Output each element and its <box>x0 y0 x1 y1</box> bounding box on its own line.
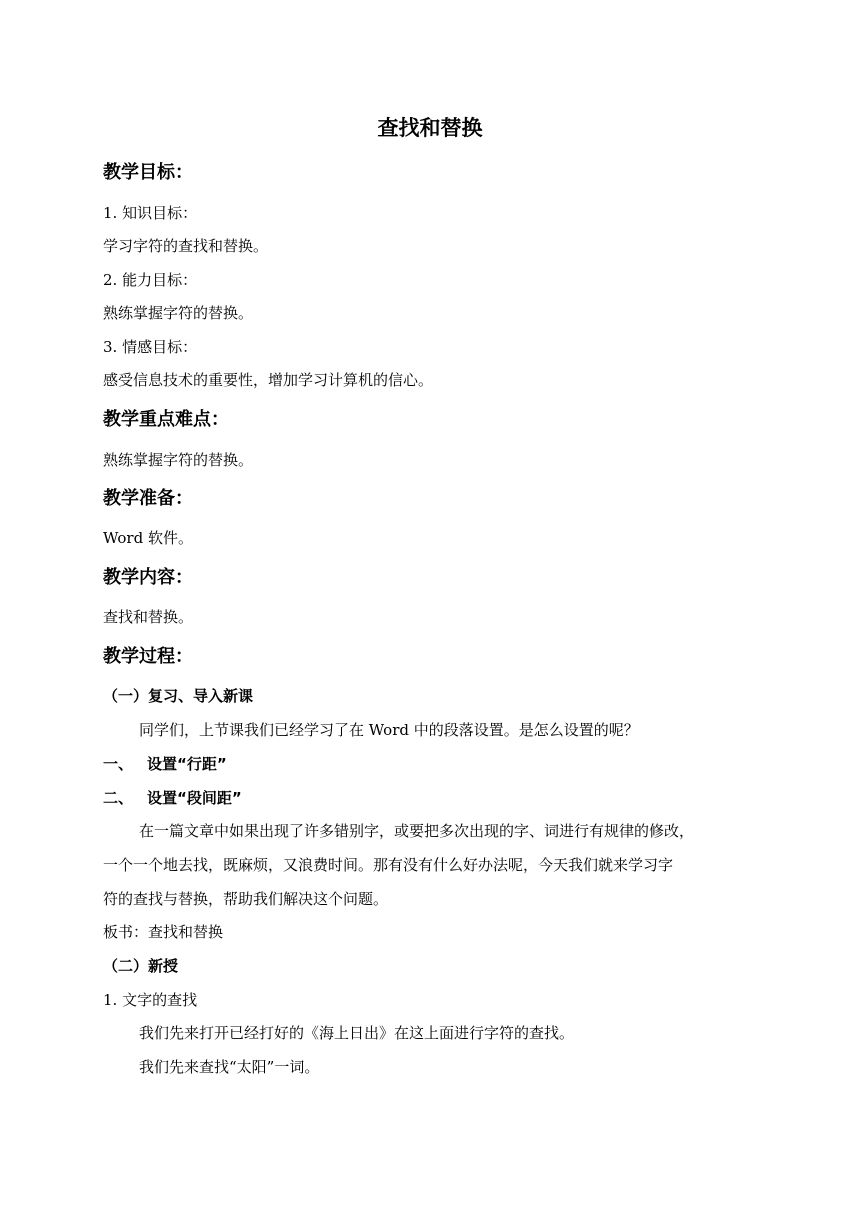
objective-1-label: 1. 知识目标： <box>103 204 198 222</box>
process-item-1-number: 一、 <box>103 755 134 773</box>
preparation-heading: 教学准备： <box>103 488 193 509</box>
objective-1-text: 学习字符的查找和替换。 <box>103 237 269 255</box>
preparation-text: Word 软件。 <box>103 529 193 547</box>
board-text: 板书：查找和替换 <box>103 923 224 941</box>
objective-3-text: 感受信息技术的重要性，增加学习计算机的信心。 <box>103 371 434 389</box>
process-item-2-text: 设置“段间距” <box>147 789 242 807</box>
process-item-2 <box>103 788 242 808</box>
objective-2-label: 2. 能力目标： <box>103 271 198 289</box>
paragraph-line-3: 符的查找与替换，帮助我们解决这个问题。 <box>103 890 389 908</box>
key-points-heading: 教学重点难点： <box>103 409 229 430</box>
process-heading: 教学过程： <box>103 646 193 667</box>
page-title: 查找和替换 <box>377 116 483 140</box>
process-part1-heading: （一）复习、导入新课 <box>103 687 254 705</box>
paragraph-line-1: 在一篇文章中如果出现了许多错别字，或要把多次出现的字、词进行有规律的修改， <box>139 822 695 840</box>
objective-3-label: 3. 情感目标： <box>103 338 198 356</box>
process-item-2-number: 二、 <box>103 789 134 807</box>
process-part2-heading: （二）新授 <box>103 957 179 975</box>
key-points-text: 熟练掌握字符的替换。 <box>103 451 254 469</box>
process-item-1-text: 设置“行距” <box>147 755 227 773</box>
paragraph-line-2: 一个一个地去找，既麻烦，又浪费时间。那有没有什么好办法呢，今天我们就来学习字 <box>103 856 674 874</box>
objectives-heading: 教学目标： <box>103 162 193 183</box>
sub1-label: 1. 文字的查找 <box>103 991 198 1009</box>
sub1-text-1: 我们先来打开已经打好的《海上日出》在这上面进行字符的查找。 <box>139 1024 575 1042</box>
sub1-text-2: 我们先来查找“太阳”一词。 <box>139 1058 320 1076</box>
process-item-1 <box>103 754 227 774</box>
objective-2-text: 熟练掌握字符的替换。 <box>103 304 254 322</box>
process-part1-text: 同学们，上节课我们已经学习了在 Word 中的段落设置。是怎么设置的呢？ <box>139 721 639 739</box>
content-text: 查找和替换。 <box>103 608 194 626</box>
content-heading: 教学内容： <box>103 567 193 588</box>
